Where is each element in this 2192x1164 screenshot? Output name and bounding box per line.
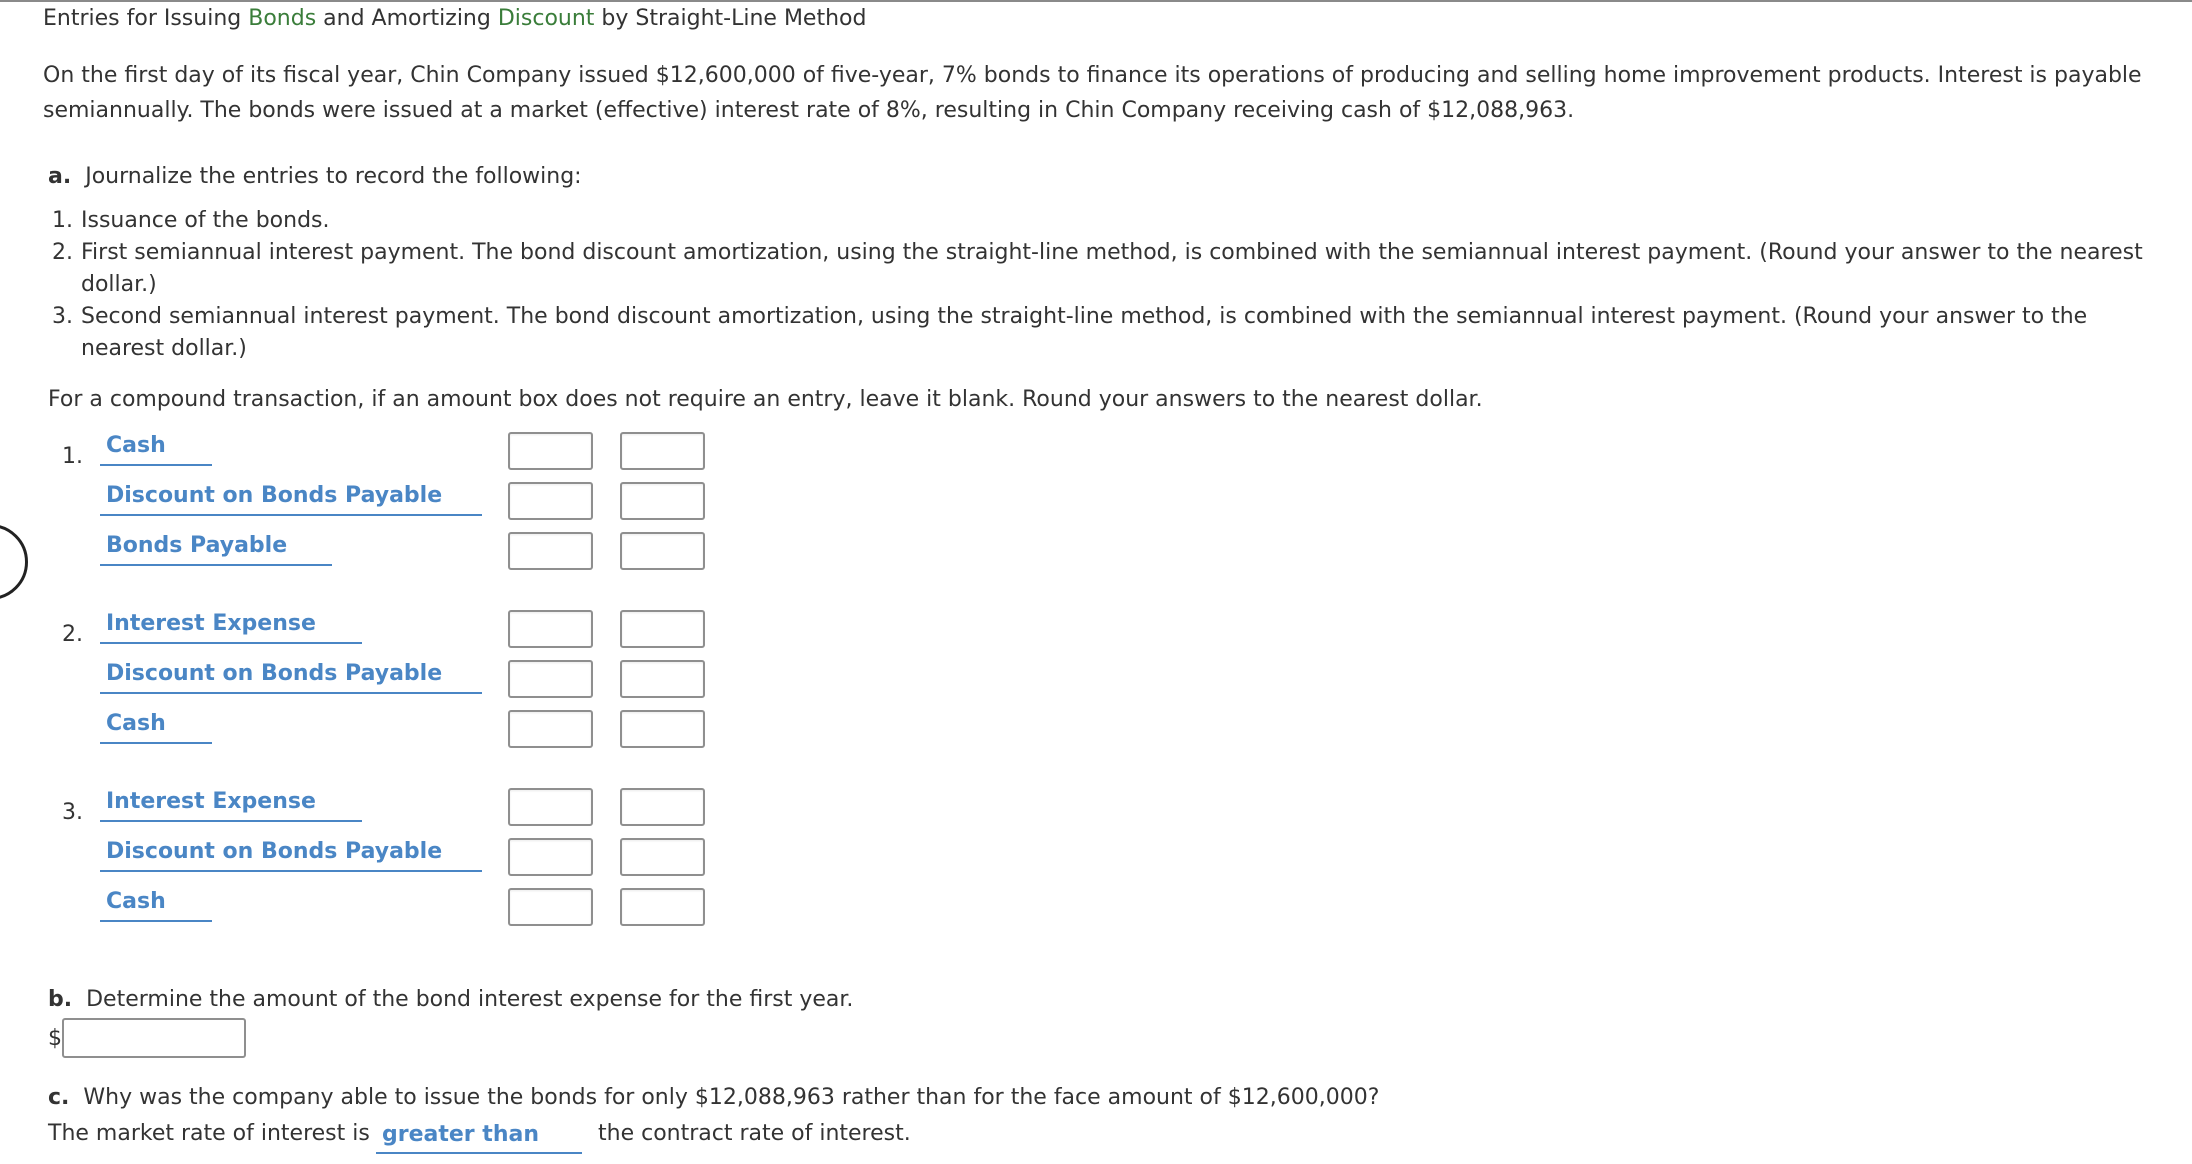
- answer-suffix: the contract rate of interest.: [598, 1121, 911, 1146]
- discount-link[interactable]: Discount: [497, 6, 595, 31]
- part-b-heading: b. Determine the amount of the bond interest expense for the first year.: [48, 987, 854, 1012]
- entry-number: 2.: [62, 622, 83, 647]
- part-a-heading: a. Journalize the entries to record the following:: [48, 164, 582, 189]
- credit-input[interactable]: [620, 838, 705, 876]
- credit-input[interactable]: [620, 432, 705, 470]
- credit-input[interactable]: [620, 532, 705, 570]
- problem-intro: On the first day of its fiscal year, Chin Company issued $12,600,000 of five-year, 7% bonds to finance its operations of producing and selling home improvement products. Interest is payable semiannually. The bonds were issued at a market (effective) interest rate of 8%, resulting in Chin Company receiving cash of $12,088,963.: [43, 63, 2142, 123]
- credit-input[interactable]: [620, 788, 705, 826]
- scroll-indicator-circle: [0, 524, 28, 600]
- debit-input[interactable]: [508, 432, 593, 470]
- debit-input[interactable]: [508, 838, 593, 876]
- debit-input[interactable]: [508, 482, 593, 520]
- debit-input[interactable]: [508, 532, 593, 570]
- instructions: For a compound transaction, if an amount box does not require an entry, leave it blank. Round your answers to the nearest dollar.: [48, 387, 1483, 412]
- debit-input[interactable]: [508, 710, 593, 748]
- debit-input[interactable]: [508, 660, 593, 698]
- entry-number: 1.: [62, 444, 83, 469]
- bonds-link[interactable]: Bonds: [248, 6, 317, 31]
- credit-input[interactable]: [620, 710, 705, 748]
- page-title: Entries for Issuing Bonds and Amortizing Discount by Straight-Line Method: [43, 6, 867, 31]
- rate-comparison-select[interactable]: greater than: [376, 1117, 582, 1154]
- debit-input[interactable]: [508, 610, 593, 648]
- account-select[interactable]: Cash: [100, 889, 212, 922]
- debit-input[interactable]: [508, 788, 593, 826]
- entry-number: 3.: [62, 800, 83, 825]
- currency-symbol: $: [48, 1026, 62, 1051]
- account-select[interactable]: Cash: [100, 711, 212, 744]
- account-select[interactable]: Bonds Payable: [100, 533, 332, 566]
- top-divider: [0, 0, 2192, 2]
- account-select[interactable]: Interest Expense: [100, 611, 362, 644]
- credit-input[interactable]: [620, 610, 705, 648]
- credit-input[interactable]: [620, 888, 705, 926]
- interest-expense-input[interactable]: [62, 1018, 246, 1058]
- account-select[interactable]: Discount on Bonds Payable: [100, 661, 482, 694]
- part-c-heading: c. Why was the company able to issue the bonds for only $12,088,963 rather than for the face amount of $12,600,000?: [48, 1085, 1380, 1110]
- account-select[interactable]: Interest Expense: [100, 789, 362, 822]
- answer-prefix: The market rate of interest is: [48, 1121, 370, 1146]
- account-select[interactable]: Discount on Bonds Payable: [100, 839, 482, 872]
- account-select[interactable]: Cash: [100, 433, 212, 466]
- account-select[interactable]: Discount on Bonds Payable: [100, 483, 482, 516]
- debit-input[interactable]: [508, 888, 593, 926]
- credit-input[interactable]: [620, 660, 705, 698]
- credit-input[interactable]: [620, 482, 705, 520]
